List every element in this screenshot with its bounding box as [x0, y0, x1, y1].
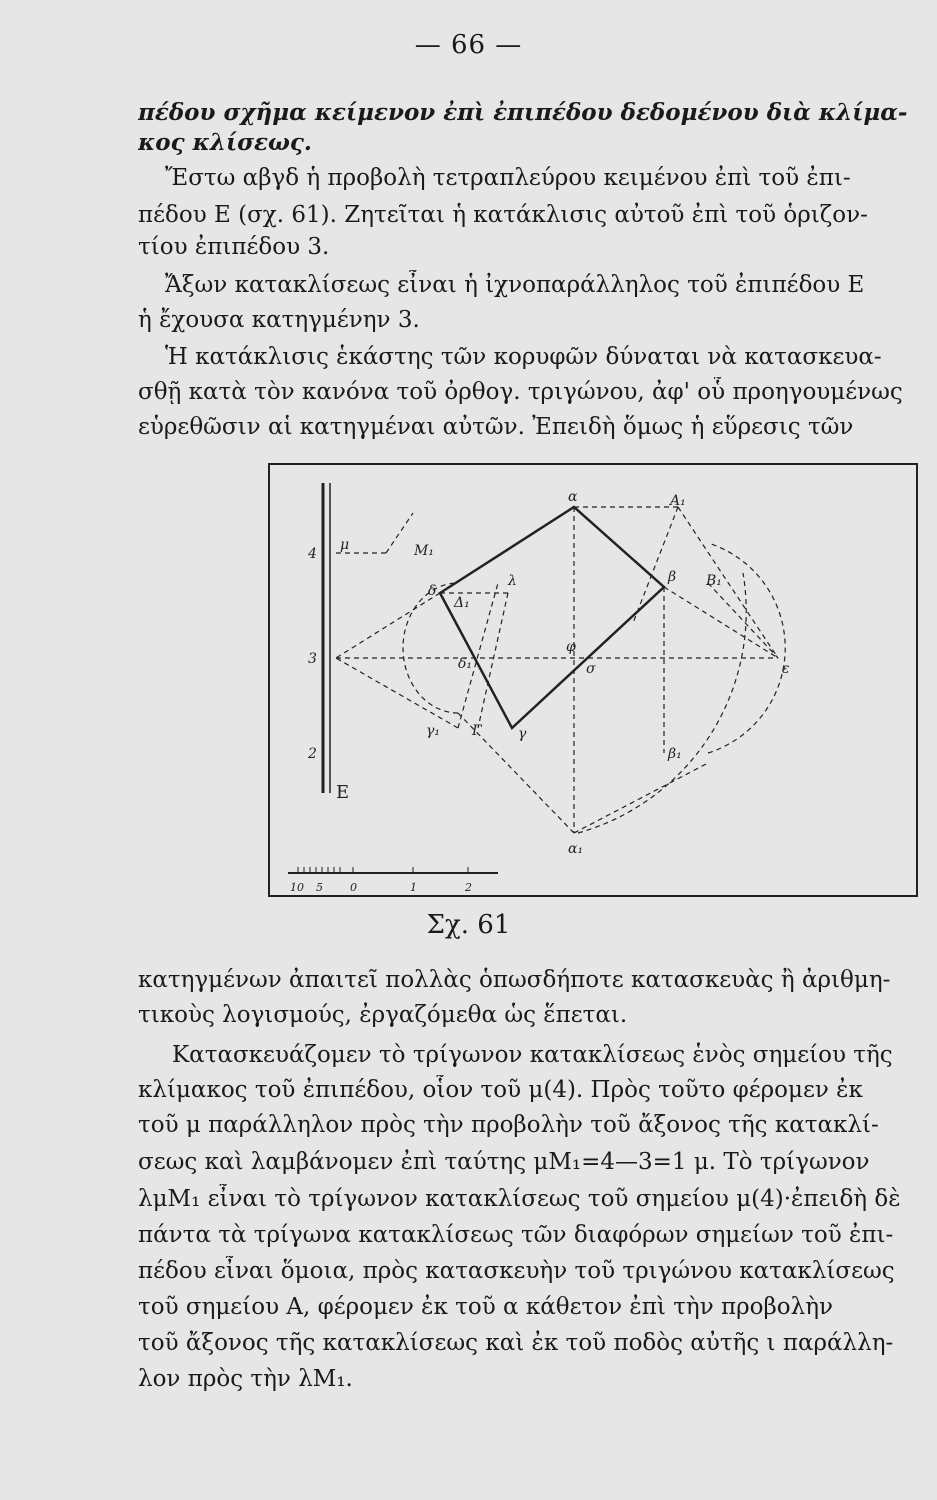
point-label-delta: δ	[428, 583, 437, 599]
scale-label: 2	[308, 746, 317, 762]
text-line: κατηγμένων ἀπαιτεῖ πολλὰς ὁπωσδήποτε κατασκευὰς ἢ ἀριθμη-	[138, 967, 891, 993]
page-number: — 66 —	[414, 30, 523, 60]
text-line: κος κλίσεως.	[138, 129, 312, 156]
point-label-M1: M₁	[414, 543, 434, 559]
text-line: Ἄξων κατακλίσεως εἶναι ἡ ἰχνοπαράλληλος τοῦ ἐπιπέδου Ε	[165, 272, 865, 298]
point-label-Gamma: Γ	[472, 723, 482, 739]
text-line: εὑρεθῶσιν αἱ κατηγμέναι αὐτῶν. Ἐπειδὴ ὅμως ἡ εὕρεσις τῶν	[138, 414, 854, 440]
figure-caption: Σχ. 61	[426, 910, 511, 940]
arc-alpha	[578, 573, 746, 833]
scale-number: 10	[290, 881, 304, 894]
text-line: κλίμακος τοῦ ἐπιπέδου, οἷον τοῦ μ(4). Πρὸς τοῦτο φέρομεν ἐκ	[138, 1077, 863, 1103]
geometry-diagram	[268, 463, 918, 897]
text-line: Ἡ κατάκλισις ἑκάστης τῶν κορυφῶν δύναται νὰ κατασκευα-	[165, 344, 882, 370]
point-label-Delta1: Δ₁	[454, 595, 470, 611]
point-label-B1: B₁	[706, 573, 722, 589]
scale-number: 0	[350, 881, 357, 894]
text-line: τοῦ ἄξονος τῆς κατακλίσεως καὶ ἐκ τοῦ ποδὸς αὐτῆς ι παράλλη-	[138, 1330, 894, 1356]
point-label-phi: φ	[566, 639, 576, 655]
text-line: τοῦ σημείου Α, φέρομεν ἐκ τοῦ α κάθετον ἐπὶ τὴν προβολὴν	[138, 1294, 833, 1320]
projection-alpha-beta-gamma-delta	[440, 507, 664, 728]
text-line: ἡ ἔχουσα κατηγμένην 3.	[138, 307, 420, 333]
point-label-lambda: λ	[508, 573, 517, 589]
scale-label: 4	[308, 546, 317, 562]
scale-number: 5	[316, 881, 323, 894]
point-label-alpha1: α₁	[568, 841, 584, 857]
text-line: τίου ἐπιπέδου 3.	[138, 234, 330, 260]
text-line: σεως καὶ λαμβάνομεν ἐπὶ ταύτης μΜ₁=4—3=1 μ. Τὸ τρίγωνον	[138, 1149, 870, 1175]
point-label-gamma: γ	[518, 726, 527, 742]
text-line: πέδου σχῆμα κείμενον ἐπὶ ἐπιπέδου δεδομένου διὰ κλίμα-	[138, 99, 908, 126]
figure-61	[268, 463, 922, 901]
point-label-alpha: α	[568, 489, 578, 505]
point-label-A1: A₁	[670, 493, 686, 509]
text-line: λμΜ₁ εἶναι τὸ τρίγωνον κατακλίσεως τοῦ σημείου μ(4)·ἐπειδὴ δὲ	[138, 1186, 901, 1212]
point-label-sigma: σ	[586, 661, 596, 677]
text-line: τοῦ μ παράλληλον πρὸς τὴν προβολὴν τοῦ ἄξονος τῆς κατακλί-	[138, 1112, 879, 1138]
scale-label: 3	[308, 651, 317, 667]
point-label-delta1: δ₁	[458, 656, 473, 672]
text-line: πέδου Ε (σχ. 61). Ζητεῖται ἡ κατάκλισις αὐτοῦ ἐπὶ τοῦ ὁριζον-	[138, 202, 868, 228]
plane-label: E	[336, 782, 350, 803]
text-line: πέδου εἶναι ὅμοια, πρὸς κατασκευὴν τοῦ τριγώνου κατακλίσεως	[138, 1258, 895, 1284]
point-label-beta: β	[668, 569, 677, 585]
text-line: τικοὺς λογισμούς, ἐργαζόμεθα ὡς ἕπεται.	[138, 1002, 628, 1028]
scale-number: 1	[410, 881, 417, 894]
point-label-beta1: β₁	[668, 746, 682, 762]
scale-number: 2	[465, 881, 472, 894]
text-line: Κατασκευάζομεν τὸ τρίγωνον κατακλίσεως ἑνὸς σημείου τῆς	[172, 1042, 893, 1068]
text-line: πάντα τὰ τρίγωνα κατακλίσεως τῶν διαφόρων σημείων τοῦ ἐπι-	[138, 1222, 894, 1248]
construction-lines	[336, 507, 778, 833]
arc-delta	[403, 583, 458, 713]
text-line: σθῇ κατὰ τὸν κανόνα τοῦ ὀρθογ. τριγώνου, ἀφ' οὗ προηγουμένως	[138, 379, 903, 405]
text-line: λον πρὸς τὴν λΜ₁.	[138, 1366, 353, 1392]
point-label-gamma1: γ₁	[426, 723, 440, 739]
point-label-epsilon: ε	[782, 661, 790, 677]
text-line: Ἔστω αβγδ ἡ προβολὴ τετραπλεύρου κειμένου ἐπὶ τοῦ ἐπι-	[165, 165, 851, 191]
point-label-mu: μ	[340, 537, 350, 553]
